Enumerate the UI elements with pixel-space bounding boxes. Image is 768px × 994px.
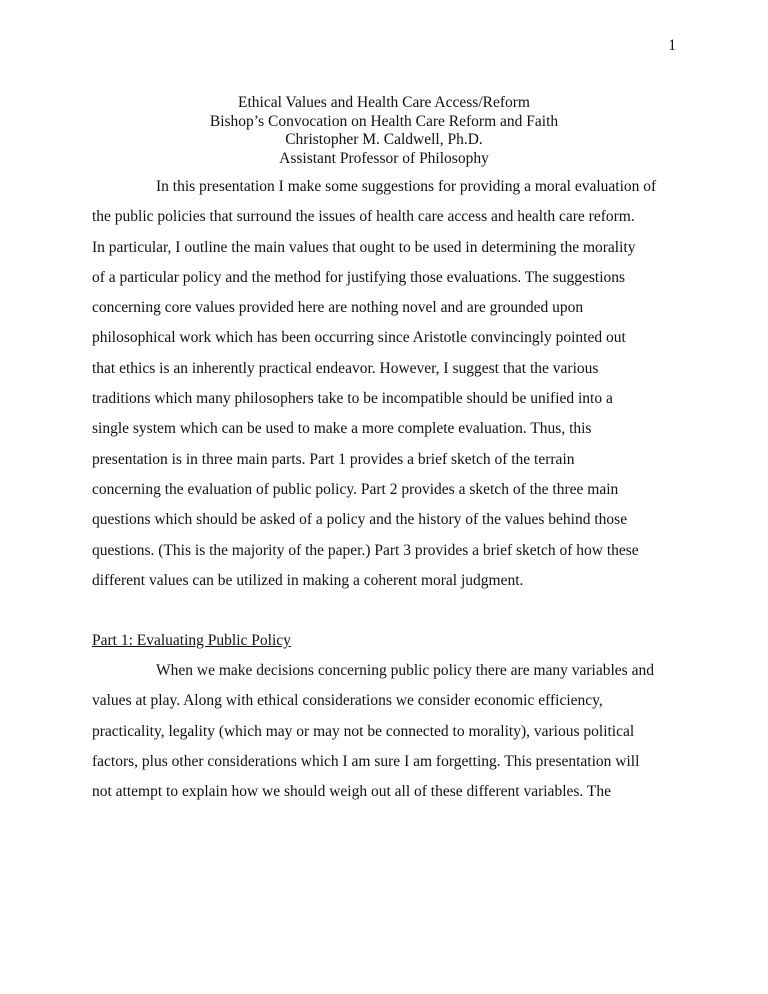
paragraph-line: the public policies that surround the issues of health care access and health care reform. bbox=[92, 208, 635, 226]
paragraph-line: factors, plus other considerations which I am sure I am forgetting. This presentation will bbox=[92, 752, 640, 770]
paragraph-line: questions. (This is the majority of the paper.) Part 3 provides a brief sketch of how these bbox=[92, 541, 639, 559]
author-position: Assistant Professor of Philosophy bbox=[279, 149, 489, 167]
paragraph-line: When we make decisions concerning public policy there are many variables and bbox=[156, 662, 654, 679]
paper-title: Ethical Values and Health Care Access/Reform bbox=[238, 94, 530, 111]
section-heading: Part 1: Evaluating Public Policy bbox=[92, 632, 291, 649]
paragraph-line: In particular, I outline the main values that ought to be used in determining the morality bbox=[92, 238, 636, 256]
paragraph-line: practicality, legality (which may or may not be connected to morality), various political bbox=[92, 722, 635, 740]
paragraph-line: single system which can be used to make a more complete evaluation. Thus, this bbox=[92, 420, 592, 438]
paragraph-line: concerning the evaluation of public policy. Part 2 provides a sketch of the three main bbox=[92, 480, 619, 498]
title-block bbox=[0, 94, 768, 168]
paragraph-line: that ethics is an inherently practical endeavor. However, I suggest that the various bbox=[92, 359, 599, 377]
paragraph-line: of a particular policy and the method for justifying those evaluations. The suggestions bbox=[92, 268, 626, 286]
paragraph-line: not attempt to explain how we should weigh out all of these different variables. The bbox=[92, 783, 611, 801]
paragraph-line: values at play. Along with ethical considerations we consider economic efficiency, bbox=[92, 692, 603, 710]
page-number: 1 bbox=[668, 37, 676, 54]
intro-paragraph bbox=[92, 172, 676, 596]
section-paragraph bbox=[92, 656, 676, 807]
paragraph-line: questions which should be asked of a policy and the history of the values behind those bbox=[92, 511, 628, 529]
paragraph-line: In this presentation I make some suggestions for providing a moral evaluation of bbox=[156, 178, 657, 195]
paragraph-line: different values can be utilized in making a coherent moral judgment. bbox=[92, 571, 524, 589]
event-name: Bishop’s Convocation on Health Care Reform and Faith bbox=[209, 112, 559, 130]
author-name: Christopher M. Caldwell, Ph.D. bbox=[285, 131, 483, 148]
paragraph-line: philosophical work which has been occurring since Aristotle convincingly pointed out bbox=[92, 329, 626, 347]
paragraph-line: concerning core values provided here are nothing novel and are grounded upon bbox=[92, 299, 584, 317]
paragraph-line: traditions which many philosophers take to be incompatible should be unified into a bbox=[92, 390, 613, 408]
paragraph-line: presentation is in three main parts. Part 1 provides a brief sketch of the terrain bbox=[92, 450, 575, 468]
